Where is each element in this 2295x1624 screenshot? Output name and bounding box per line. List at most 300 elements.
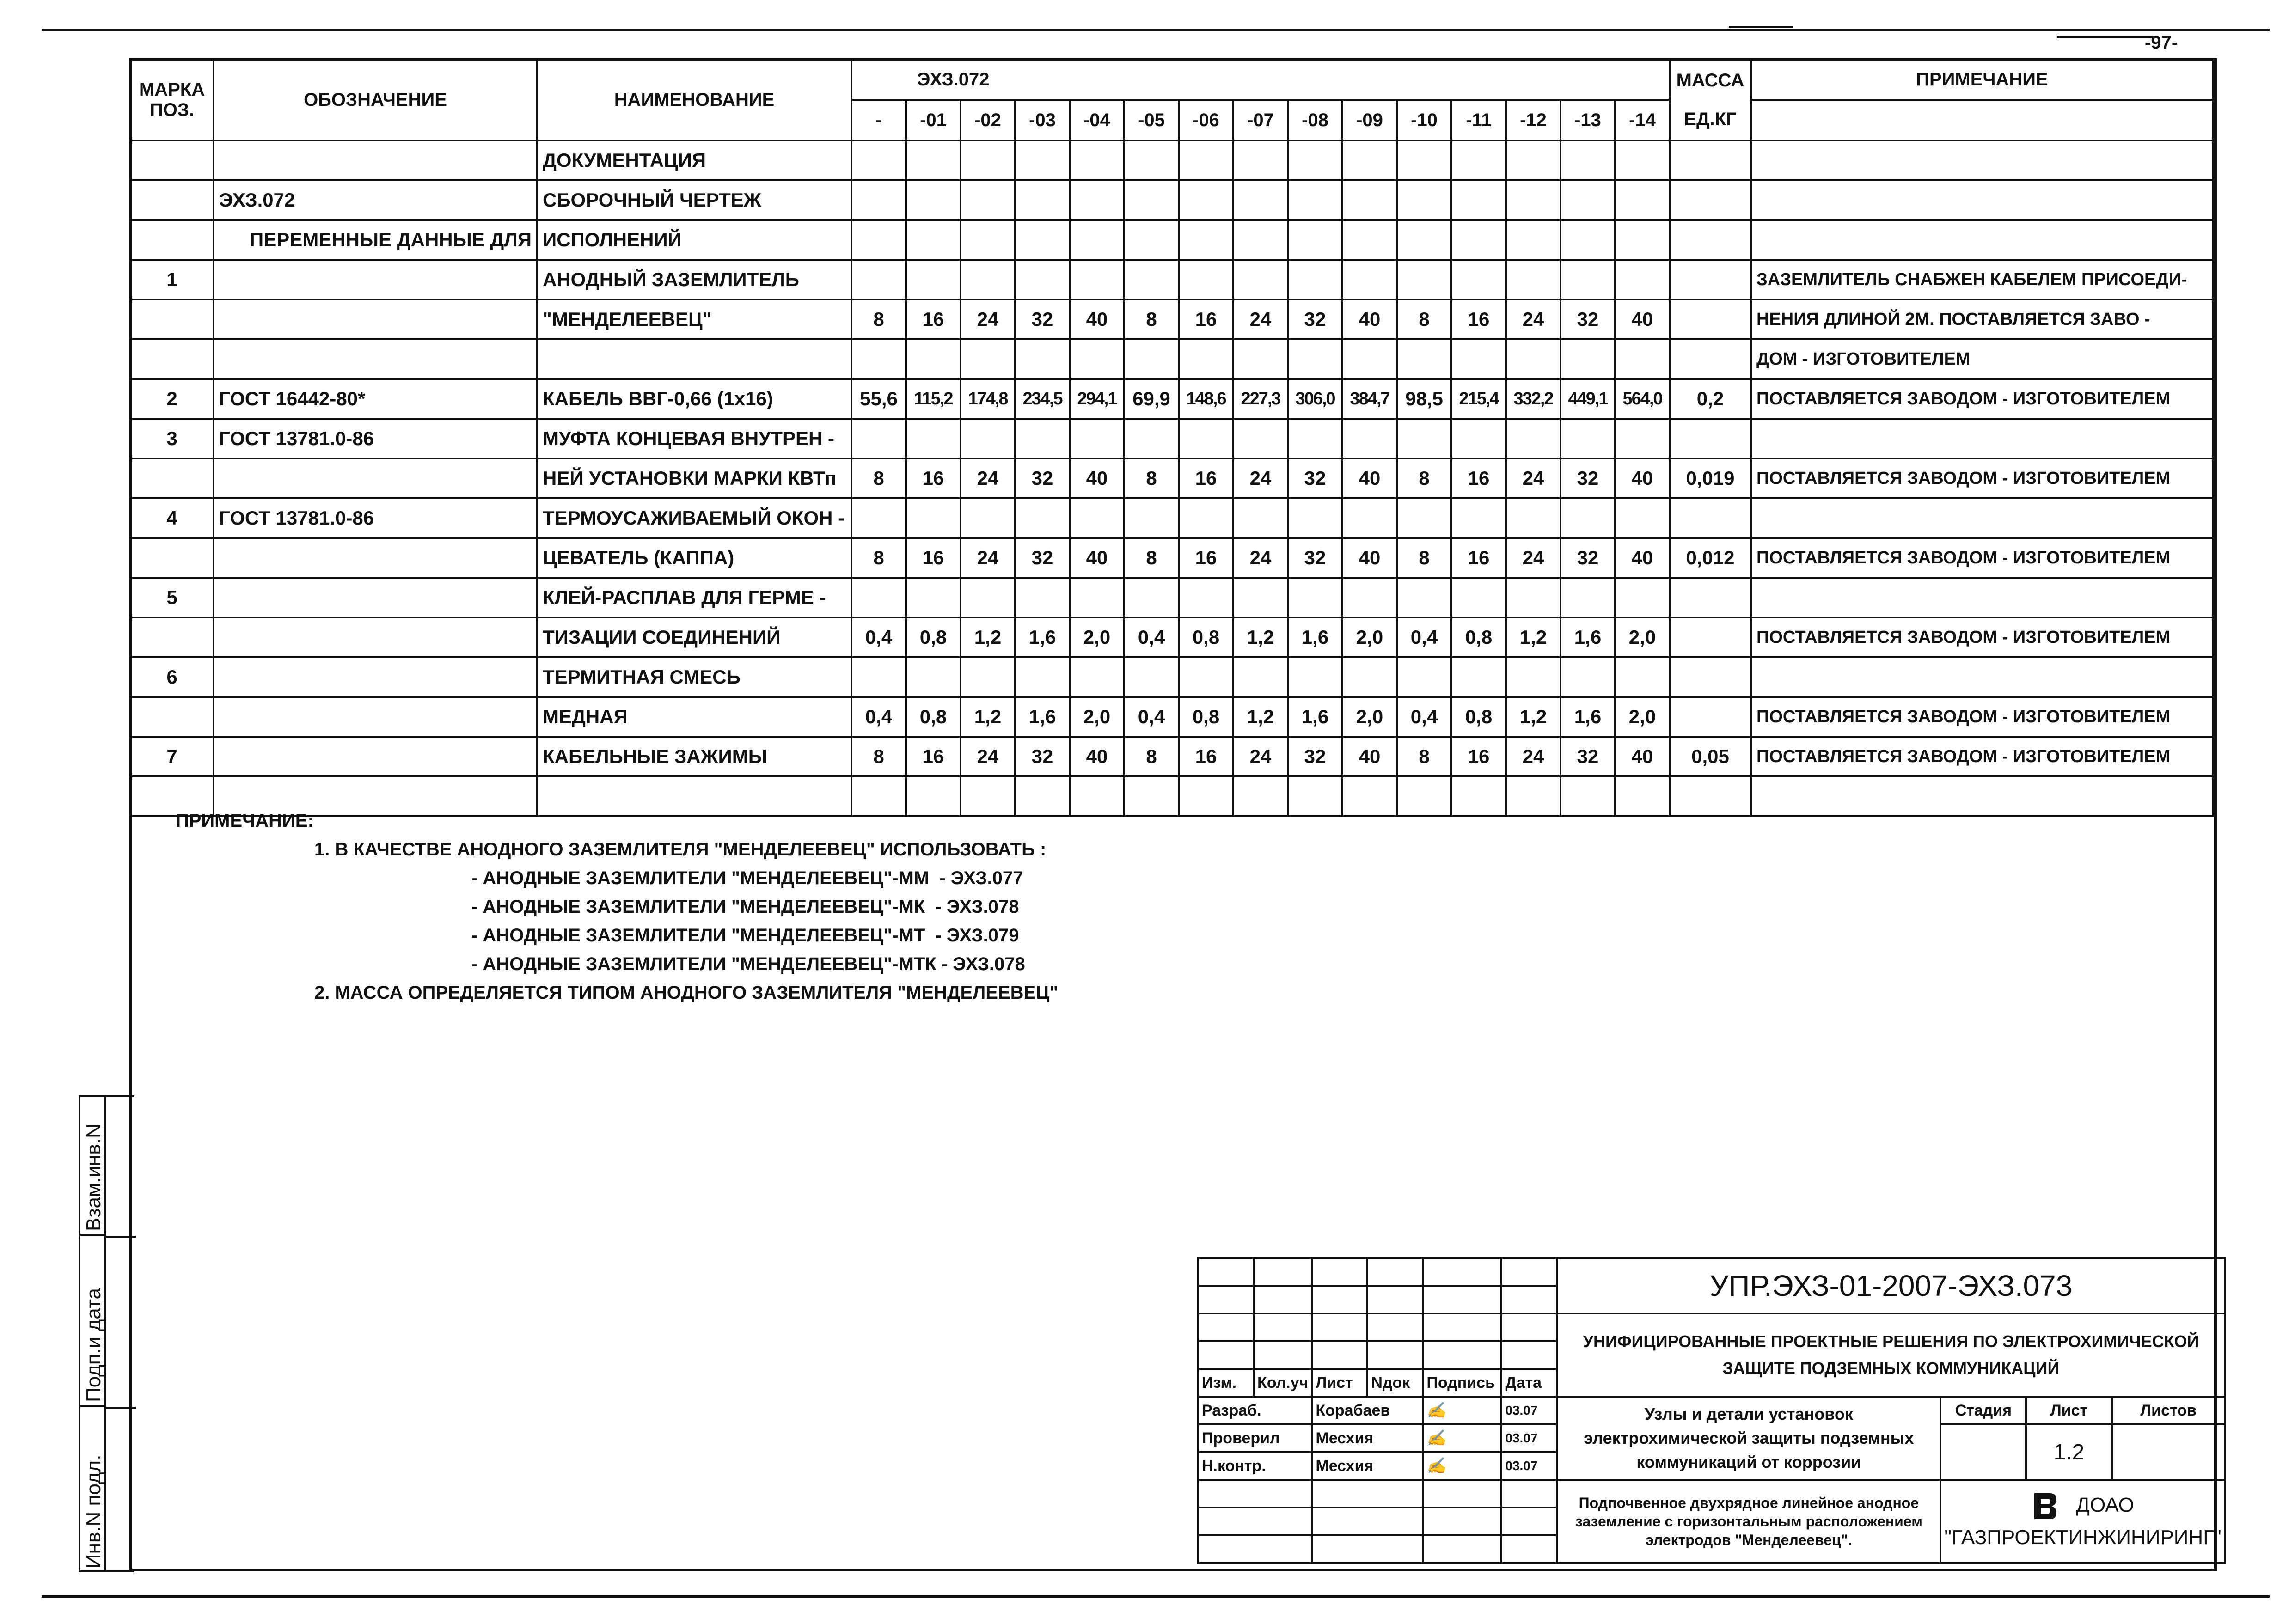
stamp-col-ndok: Nдок	[1367, 1369, 1423, 1397]
quantity-cell: 40	[1342, 737, 1397, 776]
quantity-cell: 40	[1615, 538, 1670, 578]
position-cell	[130, 617, 214, 657]
side-stamp	[79, 1095, 134, 1572]
quantity-cell: 16	[1179, 538, 1233, 578]
name-cell: "МЕНДЕЛЕЕВЕЦ"	[537, 299, 851, 339]
role-label: Н.контр.	[1198, 1452, 1312, 1480]
quantity-cell	[1288, 776, 1342, 816]
quantity-cell	[906, 140, 961, 180]
mass-cell: 0,05	[1670, 737, 1751, 776]
quantity-cell	[1342, 220, 1397, 260]
role-date: 03.07	[1501, 1397, 1557, 1424]
designation-cell	[214, 737, 537, 776]
quantity-cell	[851, 140, 906, 180]
name-cell	[537, 339, 851, 379]
quantity-cell	[851, 260, 906, 299]
quantity-cell: 0,4	[851, 697, 906, 737]
quantity-cell	[906, 657, 961, 697]
side-cell-inv	[80, 1407, 106, 1572]
quantity-cell	[851, 180, 906, 220]
quantity-cell	[851, 498, 906, 538]
side-cell-podp	[80, 1236, 106, 1407]
quantity-cell	[1179, 180, 1233, 220]
quantity-cell	[851, 220, 906, 260]
header-variant-group: ЭХЗ.072	[851, 59, 1670, 100]
quantity-cell: 40	[1070, 538, 1124, 578]
quantity-cell: 332,2	[1506, 379, 1561, 419]
quantity-cell	[1179, 498, 1233, 538]
quantity-cell	[1615, 220, 1670, 260]
name-cell: КЛЕЙ-РАСПЛАВ ДЛЯ ГЕРМЕ -	[537, 578, 851, 617]
quantity-cell	[1451, 498, 1506, 538]
quantity-cell	[961, 260, 1015, 299]
quantity-cell	[1015, 220, 1070, 260]
quantity-cell: 384,7	[1342, 379, 1397, 419]
name-cell: НЕЙ УСТАНОВКИ МАРКИ КВТп	[537, 458, 851, 498]
quantity-cell	[1615, 419, 1670, 458]
name-cell: ТИЗАЦИИ СОЕДИНЕНИЙ	[537, 617, 851, 657]
mass-cell	[1670, 419, 1751, 458]
table-row	[130, 458, 2213, 498]
position-cell	[130, 220, 214, 260]
quantity-cell	[851, 578, 906, 617]
quantity-cell: 1,6	[1015, 617, 1070, 657]
name-cell: ИСПОЛНЕНИЙ	[537, 220, 851, 260]
quantity-cell: 32	[1288, 737, 1342, 776]
designation-cell	[214, 299, 537, 339]
quantity-cell	[1070, 657, 1124, 697]
designation-cell: ГОСТ 16442-80*	[214, 379, 537, 419]
quantity-cell	[1233, 419, 1288, 458]
designation-cell	[214, 458, 537, 498]
position-cell	[130, 299, 214, 339]
quantity-cell: 24	[1506, 538, 1561, 578]
top-border-line	[42, 29, 2270, 31]
quantity-cell	[1561, 220, 1615, 260]
position-cell: 6	[130, 657, 214, 697]
role-date: 03.07	[1501, 1452, 1557, 1480]
note-cell: ЗАЗЕМЛИТЕЛЬ СНАБЖЕН КАБЕЛЕМ ПРИСОЕДИ-	[1751, 260, 2213, 299]
variant-header: -05	[1124, 100, 1179, 140]
position-cell: 5	[130, 578, 214, 617]
quantity-cell	[1561, 180, 1615, 220]
sheet-value: 1.2	[2026, 1424, 2111, 1480]
designation-cell	[214, 339, 537, 379]
quantity-cell	[1342, 140, 1397, 180]
signature-mark: ✍	[1423, 1397, 1501, 1424]
quantity-cell	[1124, 419, 1179, 458]
quantity-cell	[851, 419, 906, 458]
quantity-cell: 24	[1506, 299, 1561, 339]
quantity-cell: 2,0	[1615, 697, 1670, 737]
quantity-cell: 16	[1179, 299, 1233, 339]
quantity-cell: 8	[1397, 458, 1451, 498]
name-cell: ЦЕВАТЕЛЬ (КАППА)	[537, 538, 851, 578]
note-subitem: - АНОДНЫЕ ЗАЗЕМЛИТЕЛИ "МЕНДЕЛЕЕВЕЦ"-ММ - ЭХЗ.077	[471, 868, 1023, 888]
quantity-cell: 0,4	[1397, 697, 1451, 737]
quantity-cell: 40	[1342, 458, 1397, 498]
name-cell: ДОКУМЕНТАЦИЯ	[537, 140, 851, 180]
quantity-cell: 16	[1179, 737, 1233, 776]
quantity-cell: 8	[1397, 299, 1451, 339]
note-cell: ДОМ - ИЗГОТОВИТЕЛЕМ	[1751, 339, 2213, 379]
quantity-cell	[1615, 776, 1670, 816]
role-name: Месхия	[1312, 1424, 1423, 1452]
organization-short: ДОАО	[2076, 1494, 2134, 1516]
mass-cell: 0,2	[1670, 379, 1751, 419]
title-block	[1197, 1257, 2226, 1564]
designation-cell	[214, 538, 537, 578]
quantity-cell: 32	[1288, 458, 1342, 498]
quantity-cell: 0,8	[1179, 697, 1233, 737]
quantity-cell	[1506, 140, 1561, 180]
quantity-cell	[1451, 657, 1506, 697]
quantity-cell: 1,2	[961, 617, 1015, 657]
quantity-cell	[1397, 260, 1451, 299]
table-row	[130, 737, 2213, 776]
quantity-cell: 0,4	[1397, 617, 1451, 657]
project-title: УНИФИЦИРОВАННЫЕ ПРОЕКТНЫЕ РЕШЕНИЯ ПО ЭЛЕКТРОХИМИЧЕСКОЙ ЗАЩИТЕ ПОДЗЕМНЫХ КОММУНИКАЦИЙ	[1557, 1313, 2225, 1397]
quantity-cell	[1561, 578, 1615, 617]
table-row	[130, 419, 2213, 458]
quantity-cell	[1070, 776, 1124, 816]
quantity-cell	[961, 339, 1015, 379]
mass-cell	[1670, 657, 1751, 697]
organization	[1940, 1480, 2225, 1563]
note-cell: ПОСТАВЛЯЕТСЯ ЗАВОДОМ - ИЗГОТОВИТЕЛЕМ	[1751, 538, 2213, 578]
name-cell: ТЕРМОУСАЖИВАЕМЫЙ ОКОН -	[537, 498, 851, 538]
quantity-cell: 2,0	[1070, 617, 1124, 657]
quantity-cell: 40	[1070, 299, 1124, 339]
side-label-vzam: Взам.инв.N	[82, 1123, 105, 1231]
note-item-2: 2. МАССА ОПРЕДЕЛЯЕТСЯ ТИПОМ АНОДНОГО ЗАЗЕМЛИТЕЛЯ "МЕНДЕЛЕЕВЕЦ"	[314, 983, 1059, 1003]
variant-header: -04	[1070, 100, 1124, 140]
role-date: 03.07	[1501, 1424, 1557, 1452]
quantity-cell: 0,4	[1124, 697, 1179, 737]
stamp-col-kol: Кол.уч	[1254, 1369, 1312, 1397]
quantity-cell	[1397, 776, 1451, 816]
position-cell: 4	[130, 498, 214, 538]
quantity-cell	[1179, 657, 1233, 697]
quantity-cell: 148,6	[1179, 379, 1233, 419]
quantity-cell	[1124, 180, 1179, 220]
table-row	[130, 260, 2213, 299]
quantity-cell: 8	[1124, 737, 1179, 776]
table-row	[130, 140, 2213, 180]
position-cell: 2	[130, 379, 214, 419]
quantity-cell: 2,0	[1342, 697, 1397, 737]
mass-cell: 0,012	[1670, 538, 1751, 578]
stamp-col-data: Дата	[1501, 1369, 1557, 1397]
quantity-cell	[1288, 339, 1342, 379]
variant-header: -11	[1451, 100, 1506, 140]
quantity-cell: 32	[1561, 299, 1615, 339]
quantity-cell	[1015, 498, 1070, 538]
quantity-cell: 1,2	[1506, 697, 1561, 737]
quantity-cell	[1015, 260, 1070, 299]
note-cell: ПОСТАВЛЯЕТСЯ ЗАВОДОМ - ИЗГОТОВИТЕЛЕМ	[1751, 617, 2213, 657]
position-cell	[130, 538, 214, 578]
quantity-cell: 1,2	[1233, 697, 1288, 737]
quantity-cell	[1070, 260, 1124, 299]
drawing-title: Подпочвенное двухрядное линейное анодное заземление с горизонтальным расположением электродов "Менделеевец".	[1557, 1480, 1940, 1563]
table-row	[130, 657, 2213, 697]
quantity-cell	[961, 220, 1015, 260]
quantity-cell	[961, 498, 1015, 538]
quantity-cell: 24	[961, 737, 1015, 776]
quantity-cell	[1288, 260, 1342, 299]
stamp-col-izm: Изм.	[1198, 1369, 1254, 1397]
top-mark-line	[2057, 36, 2159, 38]
name-cell: СБОРОЧНЫЙ ЧЕРТЕЖ	[537, 180, 851, 220]
quantity-cell: 16	[906, 299, 961, 339]
organization-name: "ГАЗПРОЕКТИНЖИНИРИНГ"	[1944, 1526, 2222, 1549]
variant-header: -01	[906, 100, 961, 140]
quantity-cell	[1451, 776, 1506, 816]
variant-header: -13	[1561, 100, 1615, 140]
quantity-cell	[1506, 498, 1561, 538]
quantity-cell	[1561, 419, 1615, 458]
quantity-cell	[1615, 657, 1670, 697]
quantity-cell	[1506, 220, 1561, 260]
quantity-cell: 16	[906, 458, 961, 498]
quantity-cell: 2,0	[1615, 617, 1670, 657]
designation-cell	[214, 617, 537, 657]
quantity-cell: 24	[1233, 538, 1288, 578]
header-designation: ОБОЗНАЧЕНИЕ	[214, 59, 537, 140]
quantity-cell	[1451, 260, 1506, 299]
quantity-cell: 32	[1015, 299, 1070, 339]
quantity-cell	[1015, 339, 1070, 379]
header-mass: МАССА ЕД.КГ	[1670, 59, 1751, 140]
note-subitem: - АНОДНЫЕ ЗАЗЕМЛИТЕЛИ "МЕНДЕЛЕЕВЕЦ"-МТК - ЭХЗ.078	[471, 954, 1025, 974]
quantity-cell: 0,8	[906, 697, 961, 737]
variant-header: -12	[1506, 100, 1561, 140]
quantity-cell: 0,8	[1451, 697, 1506, 737]
quantity-cell: 1,6	[1561, 697, 1615, 737]
quantity-cell	[906, 498, 961, 538]
quantity-cell: 24	[961, 299, 1015, 339]
name-cell: МУФТА КОНЦЕВАЯ ВНУТРЕН -	[537, 419, 851, 458]
table-row	[130, 498, 2213, 538]
quantity-cell: 32	[1015, 737, 1070, 776]
role-label: Проверил	[1198, 1424, 1312, 1452]
quantity-cell	[1015, 419, 1070, 458]
quantity-cell	[1124, 140, 1179, 180]
designation-cell	[214, 578, 537, 617]
name-cell: МЕДНАЯ	[537, 697, 851, 737]
quantity-cell	[1342, 578, 1397, 617]
mass-cell	[1670, 578, 1751, 617]
quantity-cell	[1342, 657, 1397, 697]
quantity-cell: 32	[1561, 737, 1615, 776]
quantity-cell	[961, 578, 1015, 617]
mass-cell	[1670, 498, 1751, 538]
quantity-cell: 215,4	[1451, 379, 1506, 419]
side-label-inv: Инв.N подл.	[82, 1454, 105, 1569]
quantity-cell	[1451, 180, 1506, 220]
quantity-cell: 32	[1015, 458, 1070, 498]
designation-cell	[214, 140, 537, 180]
quantity-cell	[906, 260, 961, 299]
quantity-cell: 24	[961, 458, 1015, 498]
mass-cell	[1670, 697, 1751, 737]
header-note-empty	[1751, 100, 2213, 140]
quantity-cell	[1451, 419, 1506, 458]
quantity-cell	[1451, 140, 1506, 180]
quantity-cell: 69,9	[1124, 379, 1179, 419]
quantity-cell	[1451, 578, 1506, 617]
note-cell	[1751, 498, 2213, 538]
quantity-cell	[1506, 657, 1561, 697]
designation-cell	[214, 697, 537, 737]
table-row	[130, 180, 2213, 220]
quantity-cell	[1124, 776, 1179, 816]
mass-cell	[1670, 180, 1751, 220]
quantity-cell	[1124, 339, 1179, 379]
quantity-cell	[1233, 180, 1288, 220]
quantity-cell: 32	[1561, 458, 1615, 498]
note-cell	[1751, 180, 2213, 220]
quantity-cell: 306,0	[1288, 379, 1342, 419]
name-cell: АНОДНЫЙ ЗАЗЕМЛИТЕЛЬ	[537, 260, 851, 299]
variant-header: -06	[1179, 100, 1233, 140]
note-cell	[1751, 657, 2213, 697]
quantity-cell	[1179, 578, 1233, 617]
quantity-cell: 40	[1615, 737, 1670, 776]
quantity-cell	[1124, 498, 1179, 538]
quantity-cell	[1233, 260, 1288, 299]
quantity-cell	[1179, 419, 1233, 458]
quantity-cell: 2,0	[1070, 697, 1124, 737]
quantity-cell: 115,2	[906, 379, 961, 419]
notes-title: ПРИМЕЧАНИЕ:	[176, 811, 314, 831]
table-row	[130, 220, 2213, 260]
quantity-cell: 0,4	[1124, 617, 1179, 657]
quantity-cell: 16	[1179, 458, 1233, 498]
position-cell	[130, 140, 214, 180]
side-cell-vzam	[80, 1097, 106, 1236]
bottom-border-line	[42, 1595, 2270, 1598]
designation-cell	[214, 260, 537, 299]
variant-header: -08	[1288, 100, 1342, 140]
quantity-cell	[1561, 339, 1615, 379]
quantity-cell: 24	[961, 538, 1015, 578]
quantity-cell	[1561, 140, 1615, 180]
quantity-cell: 234,5	[1015, 379, 1070, 419]
side-divider	[106, 1236, 136, 1238]
quantity-cell: 8	[1397, 538, 1451, 578]
quantity-cell: 16	[1451, 299, 1506, 339]
page-number: -97-	[2145, 32, 2178, 53]
quantity-cell: 227,3	[1233, 379, 1288, 419]
quantity-cell	[1124, 220, 1179, 260]
quantity-cell	[1015, 140, 1070, 180]
quantity-cell	[1506, 419, 1561, 458]
quantity-cell	[961, 657, 1015, 697]
quantity-cell: 40	[1342, 299, 1397, 339]
role-name: Корабаев	[1312, 1397, 1423, 1424]
designation-cell: ЭХЗ.072	[214, 180, 537, 220]
table-row	[130, 578, 2213, 617]
quantity-cell	[1342, 339, 1397, 379]
quantity-cell: 8	[851, 737, 906, 776]
mass-cell	[1670, 617, 1751, 657]
quantity-cell: 8	[1397, 737, 1451, 776]
quantity-cell	[1179, 260, 1233, 299]
note-cell	[1751, 220, 2213, 260]
quantity-cell: 32	[1288, 299, 1342, 339]
quantity-cell	[1506, 260, 1561, 299]
variant-header: -07	[1233, 100, 1288, 140]
quantity-cell: 8	[1124, 458, 1179, 498]
name-cell: КАБЕЛЬ ВВГ-0,66 (1х16)	[537, 379, 851, 419]
quantity-cell: 98,5	[1397, 379, 1451, 419]
quantity-cell	[1288, 220, 1342, 260]
quantity-cell	[1015, 657, 1070, 697]
quantity-cell: 40	[1615, 458, 1670, 498]
table-row	[130, 299, 2213, 339]
note-subitem: - АНОДНЫЕ ЗАЗЕМЛИТЕЛИ "МЕНДЕЛЕЕВЕЦ"-МТ - ЭХЗ.079	[471, 925, 1019, 946]
quantity-cell: 16	[1451, 538, 1506, 578]
quantity-cell	[1342, 260, 1397, 299]
quantity-cell	[1233, 339, 1288, 379]
quantity-cell	[1288, 578, 1342, 617]
quantity-cell	[1506, 578, 1561, 617]
table-row	[130, 538, 2213, 578]
header-mark: МАРКА ПОЗ.	[130, 59, 214, 140]
quantity-cell	[1015, 180, 1070, 220]
quantity-cell	[1015, 578, 1070, 617]
quantity-cell	[1342, 180, 1397, 220]
note-cell: НЕНИЯ ДЛИНОЙ 2М. ПОСТАВЛЯЕТСЯ ЗАВО -	[1751, 299, 2213, 339]
quantity-cell	[1397, 657, 1451, 697]
quantity-cell: 8	[851, 458, 906, 498]
quantity-cell: 32	[1288, 538, 1342, 578]
signature-mark: ✍	[1423, 1424, 1501, 1452]
mass-cell	[1670, 776, 1751, 816]
quantity-cell: 8	[851, 299, 906, 339]
mass-cell: 0,019	[1670, 458, 1751, 498]
quantity-cell	[1288, 140, 1342, 180]
table-row	[130, 339, 2213, 379]
sheets-label: Листов	[2112, 1397, 2225, 1424]
position-cell	[130, 697, 214, 737]
quantity-cell	[1288, 657, 1342, 697]
note-cell	[1751, 140, 2213, 180]
designation-cell: ГОСТ 13781.0-86	[214, 498, 537, 538]
quantity-cell	[1233, 498, 1288, 538]
variant-header: -09	[1342, 100, 1397, 140]
sheet-label: Лист	[2026, 1397, 2111, 1424]
stage-value	[1940, 1424, 2026, 1480]
quantity-cell: 40	[1342, 538, 1397, 578]
quantity-cell	[906, 339, 961, 379]
quantity-cell: 0,8	[1451, 617, 1506, 657]
position-cell	[130, 339, 214, 379]
position-cell	[130, 458, 214, 498]
quantity-cell	[1397, 419, 1451, 458]
quantity-cell: 8	[1124, 299, 1179, 339]
designation-cell: ПЕРЕМЕННЫЕ ДАННЫЕ ДЛЯ	[214, 220, 537, 260]
note-subitem: - АНОДНЫЕ ЗАЗЕМЛИТЕЛИ "МЕНДЕЛЕЕВЕЦ"-МК - ЭХЗ.078	[471, 897, 1019, 917]
variant-header: -14	[1615, 100, 1670, 140]
quantity-cell: 55,6	[851, 379, 906, 419]
quantity-cell	[1179, 140, 1233, 180]
quantity-cell: 40	[1070, 458, 1124, 498]
quantity-cell	[1070, 180, 1124, 220]
quantity-cell: 8	[1124, 538, 1179, 578]
